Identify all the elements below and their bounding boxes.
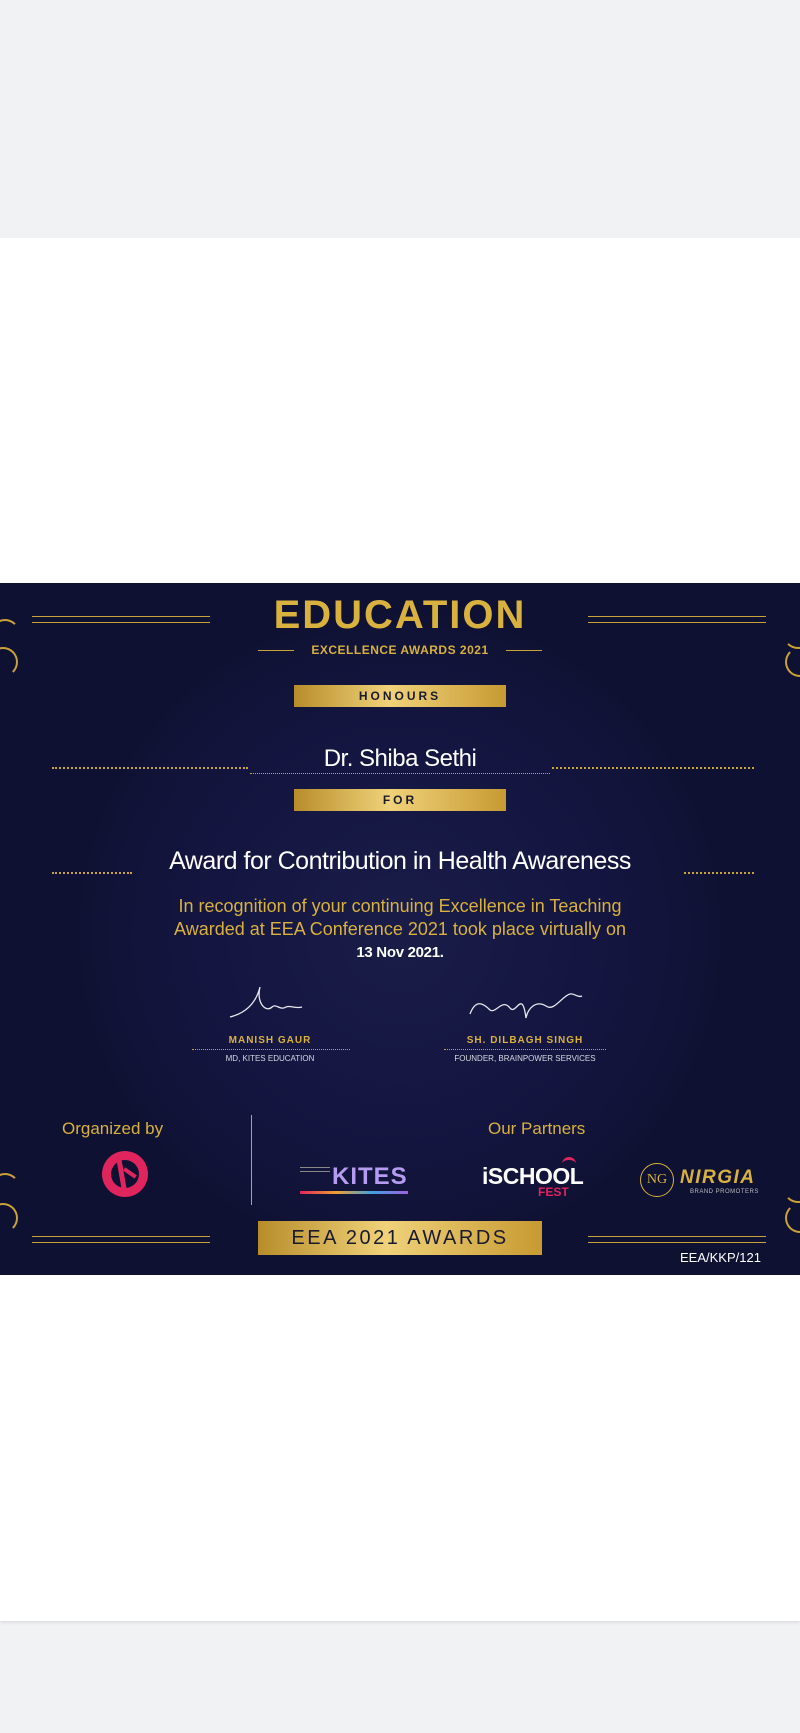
organizer-logo bbox=[102, 1151, 148, 1197]
signatory-title: MD, KITES EDUCATION bbox=[225, 1054, 315, 1063]
education-logo: EDUCATION bbox=[273, 593, 527, 637]
honours-plaque: HONOURS bbox=[294, 685, 506, 707]
nirgia-logo: NG NIRGIA BRAND PROMOTERS bbox=[640, 1157, 770, 1201]
kites-logo: KITES bbox=[300, 1159, 410, 1197]
signature-2 bbox=[466, 978, 586, 1024]
signature-line bbox=[192, 1049, 350, 1050]
organized-by-label: Organized by bbox=[62, 1119, 164, 1138]
signature-line bbox=[444, 1049, 606, 1050]
signatory-name: MANISH GAUR bbox=[228, 1035, 312, 1046]
decor-rule bbox=[588, 1236, 766, 1237]
recognition-line-1: In recognition of your continuing Excellence in Teaching bbox=[178, 896, 622, 916]
ornament-icon bbox=[0, 1173, 20, 1203]
footer-plaque: EEA 2021 AWARDS bbox=[258, 1221, 542, 1255]
certificate-image bbox=[0, 583, 800, 1275]
award-date: 13 Nov 2021. bbox=[356, 944, 444, 961]
partners-label: Our Partners bbox=[488, 1119, 586, 1138]
top-band bbox=[0, 0, 800, 238]
signatory-name: SH. DILBAGH SINGH bbox=[466, 1035, 584, 1046]
recognition-line-2: Awarded at EEA Conference 2021 took place virtually on bbox=[174, 919, 626, 939]
for-plaque: FOR bbox=[294, 789, 506, 811]
ornament-icon bbox=[785, 1203, 800, 1233]
ornament-icon bbox=[783, 1173, 800, 1203]
decor-rule bbox=[32, 1236, 210, 1237]
decor-rule bbox=[32, 1242, 210, 1243]
logo-subtitle: EXCELLENCE AWARDS 2021 bbox=[311, 643, 489, 657]
ornament-icon bbox=[0, 1203, 18, 1233]
reference-code: EEA/KKP/121 bbox=[680, 1250, 761, 1265]
recipient-name: Dr. Shiba Sethi bbox=[323, 745, 477, 772]
signatory-title: FOUNDER, BRAINPOWER SERVICES bbox=[454, 1054, 596, 1063]
ischool-fest-logo: iSCHOOL FEST bbox=[482, 1157, 594, 1201]
award-title: Award for Contribution in Health Awareness bbox=[169, 847, 631, 875]
signature-1 bbox=[226, 983, 306, 1023]
name-underline bbox=[250, 773, 550, 774]
decor-rule bbox=[588, 1242, 766, 1243]
divider bbox=[251, 1115, 252, 1205]
